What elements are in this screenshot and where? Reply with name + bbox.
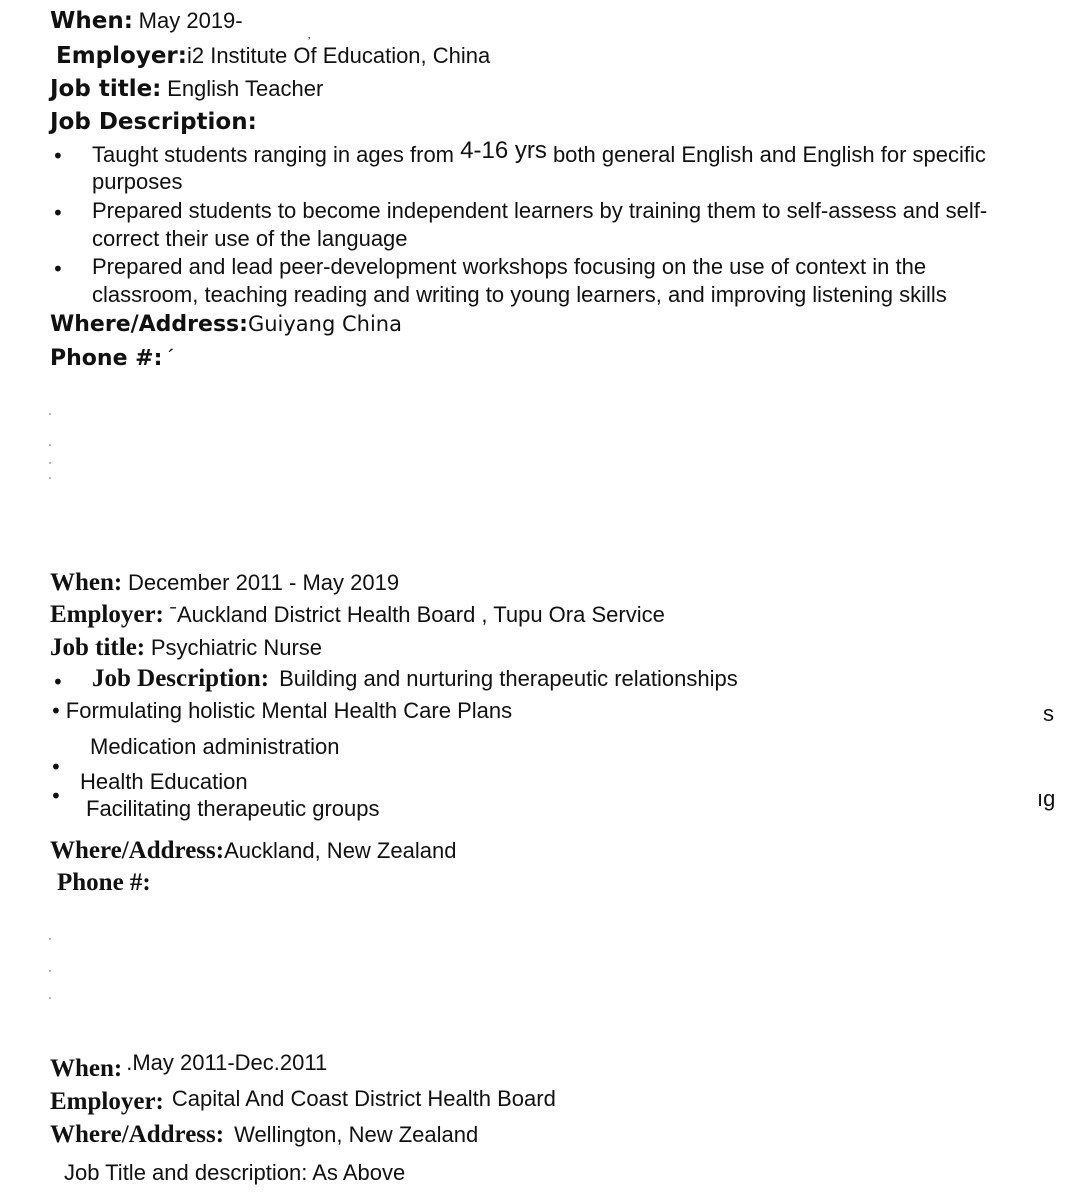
job-title-row <box>50 634 322 662</box>
duty-item: Facilitating therapeutic groups <box>86 796 380 821</box>
stray-dot <box>49 413 51 415</box>
bullet-text-continued: classroom, teaching reading and writing to young learners, and improving listening skills <box>92 282 947 307</box>
address-label: Where/Address: <box>50 837 225 864</box>
employer-label: Employer: <box>56 43 187 69</box>
stray-dot <box>49 970 51 972</box>
phone-row <box>50 345 175 371</box>
address-value: Wellington, New Zealand <box>234 1122 479 1147</box>
bullet-icon: • <box>50 755 62 779</box>
employer-row <box>50 1088 556 1116</box>
address-label: Where/Address: <box>50 1121 225 1148</box>
when-row <box>50 1050 328 1083</box>
stray-dot <box>49 462 51 464</box>
bullet-text-part: both general English and English for specific <box>546 142 986 167</box>
stray-text: ıg <box>1037 786 1056 811</box>
stray-dot <box>49 477 51 479</box>
employer-value: ˉAuckland District Health Board , Tupu Ora Service <box>169 602 665 627</box>
job-title-note: Job Title and description: As Above <box>64 1160 406 1185</box>
job-title-label: Job title: <box>50 76 162 102</box>
when-row <box>50 569 399 597</box>
phone-label: Phone #: <box>57 869 151 896</box>
bullet-text: Prepared students to become independent learners by training them to self-assess and self- <box>92 198 988 223</box>
job-title-value: English Teacher <box>167 76 324 101</box>
duty-row <box>50 698 512 724</box>
stray-mark: , <box>308 30 311 41</box>
when-value: .May 2011-Dec.2011 <box>126 1050 328 1075</box>
duty-item: Formulating holistic Mental Health Care Plans <box>65 698 513 723</box>
job-description-label: Job Description: <box>50 109 257 135</box>
when-label: When: <box>50 8 133 34</box>
bullet-icon: • <box>52 670 64 694</box>
employer-label: Employer: <box>50 601 164 628</box>
job-description-row <box>92 665 738 693</box>
bullet-icon: • <box>50 784 62 808</box>
employer-row <box>50 601 665 629</box>
employer-row <box>56 43 490 69</box>
age-range: 4-16 yrs <box>460 137 547 164</box>
when-label: When: <box>50 569 123 596</box>
address-row <box>50 1121 478 1149</box>
job-title-row <box>50 76 323 102</box>
duty-item: Health Education <box>80 769 248 794</box>
bullet-icon: • <box>52 144 64 168</box>
bullet-icon: • <box>50 699 62 723</box>
address-value: Guiyang China <box>247 312 402 336</box>
when-value: May 2019- <box>138 8 243 33</box>
phone-label: Phone #: <box>50 346 163 371</box>
address-row <box>50 837 456 865</box>
job-title-value: Psychiatric Nurse <box>150 635 323 660</box>
bullet-icon: • <box>52 201 64 225</box>
duty-item: Building and nurturing therapeutic relationships <box>279 666 738 691</box>
address-value: Auckland, New Zealand <box>224 838 457 863</box>
stray-dot <box>49 938 51 940</box>
bullet-text: Prepared and lead peer-development workshops focusing on the use of context in the <box>92 254 927 279</box>
employer-value: i2 Institute Of Education, China <box>186 43 491 68</box>
bullet-text <box>92 137 986 169</box>
when-value: December 2011 - May 2019 <box>127 570 400 595</box>
address-row <box>50 311 402 337</box>
job-description-label: Job Description: <box>92 665 270 692</box>
when-label: When: <box>50 1055 123 1082</box>
employer-label: Employer: <box>50 1088 164 1115</box>
phone-value: ´ <box>167 345 176 370</box>
bullet-text-continued: purposes <box>92 169 183 194</box>
duty-item: Medication administration <box>90 734 340 759</box>
bullet-icon: • <box>52 257 64 281</box>
bullet-text-part: Taught students ranging in ages from <box>92 142 461 167</box>
stray-text: s <box>1043 701 1054 726</box>
stray-dot <box>49 444 51 446</box>
stray-dot <box>49 997 51 999</box>
when-row <box>50 8 243 34</box>
employer-value: Capital And Coast District Health Board <box>171 1086 556 1111</box>
bullet-text-continued: correct their use of the language <box>92 226 408 251</box>
job-title-label: Job title: <box>50 634 146 661</box>
address-label: Where/Address: <box>50 312 248 337</box>
